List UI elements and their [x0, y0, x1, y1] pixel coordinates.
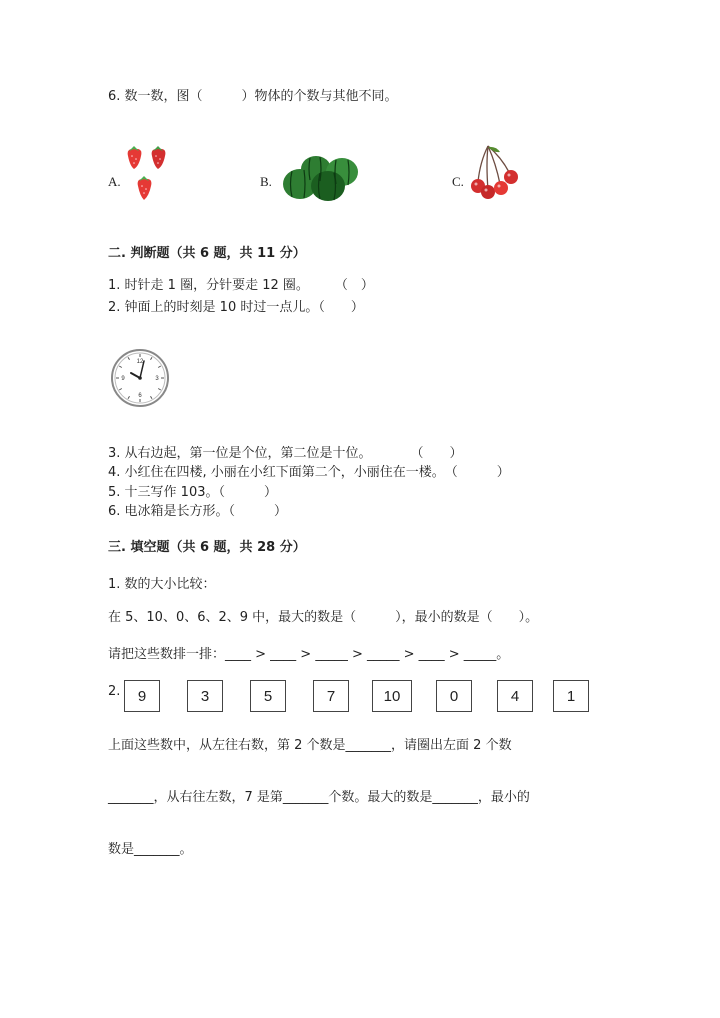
fill-q2-label: 2. — [108, 684, 121, 699]
fill-q1-title: 1. 数的大小比较： — [108, 577, 216, 592]
number-card: 0 — [436, 680, 472, 712]
option-c-label: C. — [452, 174, 464, 189]
clock-label-6: 6 — [138, 393, 142, 399]
number-card: 1 — [553, 680, 589, 712]
option-a-label: A. — [108, 174, 121, 189]
section-3-heading: 三. 填空题（共 6 题，共 28 分） — [108, 540, 306, 555]
watermelons-image — [280, 152, 366, 204]
number-cards-row — [108, 680, 608, 716]
judge-item-3: 3. 从右边起，第一位是个位，第二位是十位。 （ ） — [108, 446, 463, 461]
strawberries-image — [122, 144, 172, 206]
cherries-image — [466, 144, 522, 204]
cherry-icon — [471, 170, 518, 199]
fill-q2-line3: 数是_______。 — [108, 842, 193, 857]
number-card: 10 — [372, 680, 412, 712]
clock-label-12: 12 — [136, 359, 144, 365]
number-card: 5 — [250, 680, 286, 712]
fill-q2-line2: _______，从右往左数，7 是第_______个数。最大的数是_______，最小的 — [108, 790, 530, 805]
fill-q1-line1: 在 5、10、0、6、2、9 中，最大的数是（ ），最小的数是（ ）。 — [108, 610, 539, 625]
number-card: 3 — [187, 680, 223, 712]
judge-item-1: 1. 时针走 1 圈，分针要走 12 圈。 （ ） — [108, 278, 374, 293]
section-2-heading: 二. 判断题（共 6 题，共 11 分） — [108, 246, 306, 261]
judge-item-2: 2. 钟面上的时刻是 10 时过一点儿。（ ） — [108, 300, 364, 315]
judge-item-5: 5. 十三写作 103。（ ） — [108, 485, 277, 500]
judge-item-6: 6. 电冰箱是长方形。（ ） — [108, 504, 288, 519]
judge-item-4: 4. 小红住在四楼, 小丽在小红下面第二个，小丽住在一楼。 （ ） — [108, 465, 510, 480]
number-card: 4 — [497, 680, 533, 712]
clock-label-3: 3 — [155, 376, 159, 382]
clock-image — [110, 348, 170, 408]
number-card: 7 — [313, 680, 349, 712]
fill-q1-line2: 请把这些数排一排：____ > ____ > _____ > _____ > ____ > _____。 — [108, 647, 510, 662]
strawberry-icon — [152, 146, 166, 169]
strawberry-icon — [138, 176, 152, 200]
clock-label-9: 9 — [121, 376, 125, 382]
strawberry-icon — [128, 146, 142, 169]
number-card: 9 — [124, 680, 160, 712]
q6-text: 6. 数一数，图（ ）物体的个数与其他不同。 — [108, 89, 398, 104]
option-b-label: B. — [260, 174, 272, 189]
fill-q2-line1: 上面这些数中，从左往右数，第 2 个数是_______，请圈出左面 2 个数 — [108, 738, 512, 753]
